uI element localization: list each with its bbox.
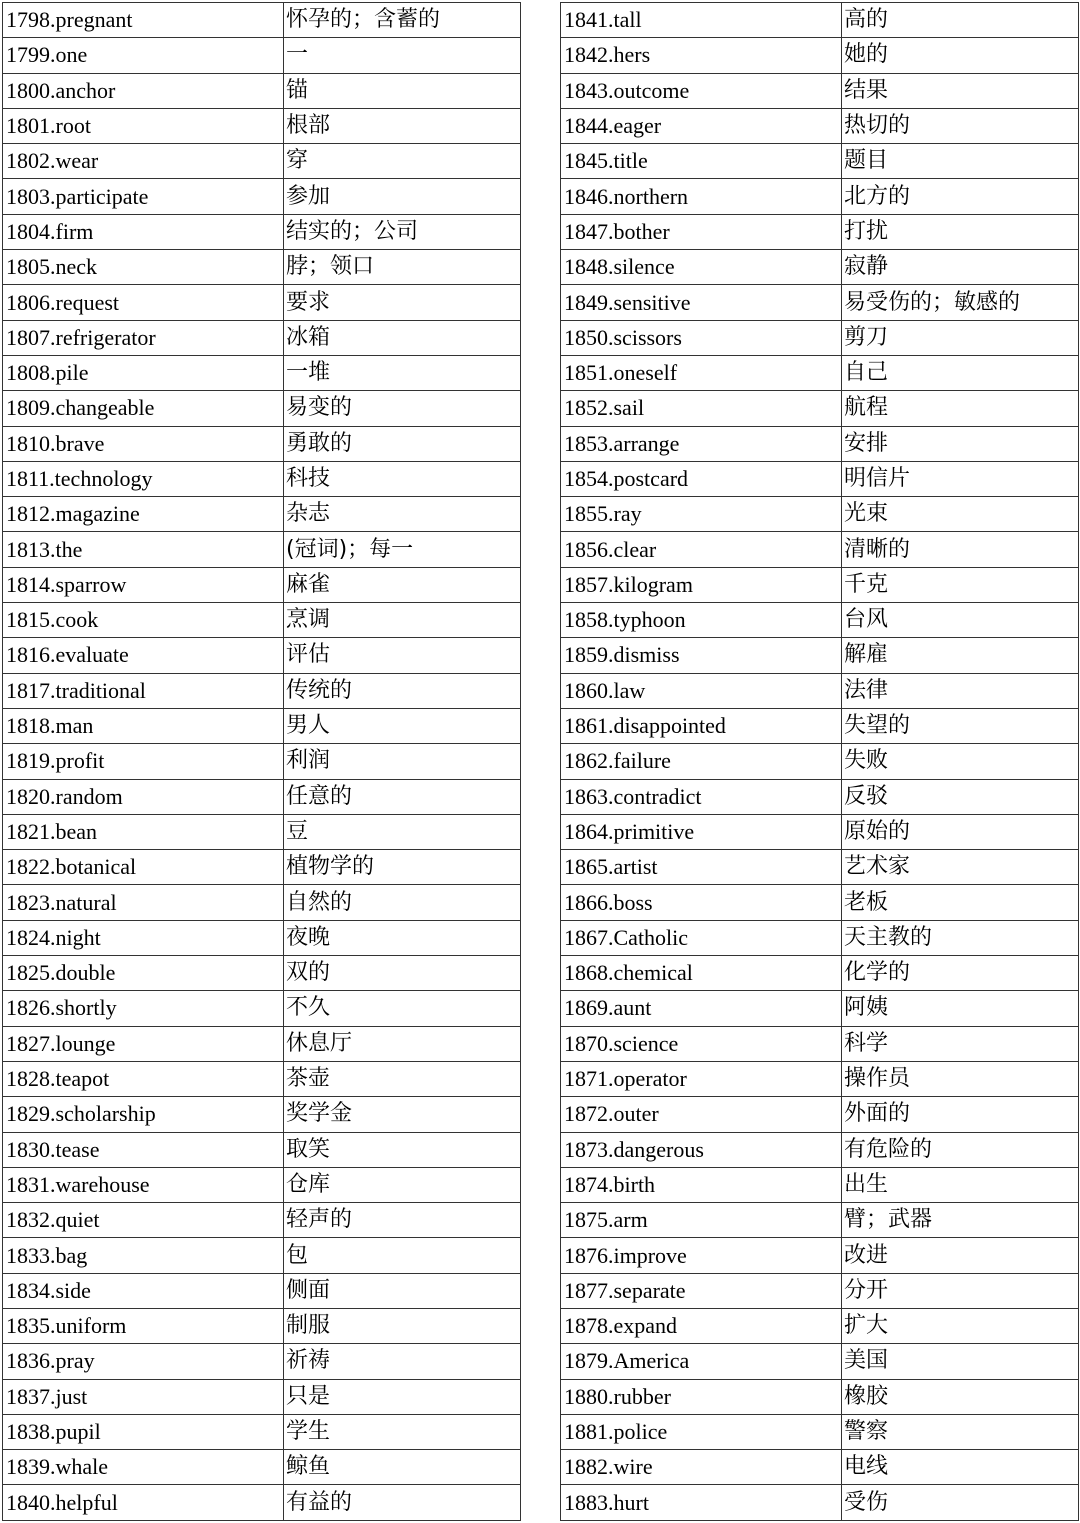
vocab-row: [3, 1344, 521, 1379]
english-word: 1808.pile: [3, 355, 284, 390]
vocab-row: [3, 1414, 521, 1449]
vocab-row: [3, 320, 521, 355]
chinese-meaning: 传统的: [284, 673, 521, 708]
english-word: 1863.contradict: [561, 779, 842, 814]
chinese-meaning: 剪刀: [842, 320, 1079, 355]
chinese-meaning: 结实的；公司: [284, 214, 521, 249]
chinese-meaning: 勇敢的: [284, 426, 521, 461]
english-word: 1873.dangerous: [561, 1132, 842, 1167]
vocab-row: [561, 108, 1079, 143]
english-word: 1860.law: [561, 673, 842, 708]
chinese-meaning: 参加: [284, 179, 521, 214]
chinese-meaning: 易变的: [284, 391, 521, 426]
chinese-meaning: 寂静: [842, 250, 1079, 285]
english-word: 1807.refrigerator: [3, 320, 284, 355]
chinese-meaning: 不久: [284, 991, 521, 1026]
english-word: 1854.postcard: [561, 461, 842, 496]
english-word: 1880.rubber: [561, 1379, 842, 1414]
chinese-meaning: 科学: [842, 1026, 1079, 1061]
vocab-row: [3, 1026, 521, 1061]
vocab-row: [561, 885, 1079, 920]
vocab-row: [3, 779, 521, 814]
vocab-row: [561, 1203, 1079, 1238]
chinese-meaning: 任意的: [284, 779, 521, 814]
chinese-meaning: 根部: [284, 108, 521, 143]
chinese-meaning: 包: [284, 1238, 521, 1273]
vocab-row: [561, 285, 1079, 320]
vocab-row: [3, 73, 521, 108]
vocab-row: [561, 708, 1079, 743]
chinese-meaning: 轻声的: [284, 1203, 521, 1238]
vocab-row: [3, 1308, 521, 1343]
chinese-meaning: 清晰的: [842, 532, 1079, 567]
chinese-meaning: 科技: [284, 461, 521, 496]
english-word: 1813.the: [3, 532, 284, 567]
vocab-row: [3, 1273, 521, 1308]
english-word: 1847.bother: [561, 214, 842, 249]
english-word: 1845.title: [561, 144, 842, 179]
vocab-row: [3, 744, 521, 779]
vocab-row: [3, 1485, 521, 1520]
english-word: 1804.firm: [3, 214, 284, 249]
english-word: 1827.lounge: [3, 1026, 284, 1061]
english-word: 1815.cook: [3, 603, 284, 638]
chinese-meaning: 植物学的: [284, 850, 521, 885]
english-word: 1812.magazine: [3, 497, 284, 532]
vocab-row: [3, 108, 521, 143]
english-word: 1862.failure: [561, 744, 842, 779]
english-word: 1868.chemical: [561, 956, 842, 991]
chinese-meaning: 脖；领口: [284, 250, 521, 285]
english-word: 1829.scholarship: [3, 1097, 284, 1132]
english-word: 1817.traditional: [3, 673, 284, 708]
vocab-row: [561, 673, 1079, 708]
chinese-meaning: 侧面: [284, 1273, 521, 1308]
chinese-meaning: 仓库: [284, 1167, 521, 1202]
english-word: 1825.double: [3, 956, 284, 991]
vocab-row: [561, 1097, 1079, 1132]
chinese-meaning: 自然的: [284, 885, 521, 920]
vocab-row: [3, 3, 521, 38]
english-word: 1821.bean: [3, 814, 284, 849]
english-word: 1830.tease: [3, 1132, 284, 1167]
english-word: 1803.participate: [3, 179, 284, 214]
chinese-meaning: 学生: [284, 1414, 521, 1449]
english-word: 1828.teapot: [3, 1061, 284, 1096]
vocab-row: [3, 285, 521, 320]
english-word: 1877.separate: [561, 1273, 842, 1308]
chinese-meaning: 受伤: [842, 1485, 1079, 1520]
english-word: 1840.helpful: [3, 1485, 284, 1520]
english-word: 1844.eager: [561, 108, 842, 143]
chinese-meaning: 千克: [842, 567, 1079, 602]
vocab-row: [3, 1379, 521, 1414]
chinese-meaning: 有益的: [284, 1485, 521, 1520]
english-word: 1799.one: [3, 38, 284, 73]
vocab-row: [3, 532, 521, 567]
english-word: 1871.operator: [561, 1061, 842, 1096]
vocab-row: [561, 461, 1079, 496]
chinese-meaning: 台风: [842, 603, 1079, 638]
vocab-row: [3, 956, 521, 991]
english-word: 1872.outer: [561, 1097, 842, 1132]
vocab-row: [3, 355, 521, 390]
vocab-row: [3, 1167, 521, 1202]
english-word: 1852.sail: [561, 391, 842, 426]
english-word: 1831.warehouse: [3, 1167, 284, 1202]
english-word: 1843.outcome: [561, 73, 842, 108]
english-word: 1806.request: [3, 285, 284, 320]
vocab-row: [3, 708, 521, 743]
vocab-row: [561, 1061, 1079, 1096]
chinese-meaning: 只是: [284, 1379, 521, 1414]
vocab-row: [3, 991, 521, 1026]
english-word: 1800.anchor: [3, 73, 284, 108]
vocab-row: [3, 426, 521, 461]
vocab-row: [561, 1273, 1079, 1308]
english-word: 1857.kilogram: [561, 567, 842, 602]
vocab-row: [561, 956, 1079, 991]
chinese-meaning: 鲸鱼: [284, 1450, 521, 1485]
english-word: 1822.botanical: [3, 850, 284, 885]
vocab-table-right: [560, 2, 1079, 1521]
vocab-row: [3, 461, 521, 496]
vocab-row: [3, 214, 521, 249]
english-word: 1839.whale: [3, 1450, 284, 1485]
vocab-row: [3, 1238, 521, 1273]
vocab-row: [561, 144, 1079, 179]
english-word: 1882.wire: [561, 1450, 842, 1485]
vocab-row: [3, 179, 521, 214]
vocab-row: [3, 603, 521, 638]
chinese-meaning: 男人: [284, 708, 521, 743]
english-word: 1851.oneself: [561, 355, 842, 390]
chinese-meaning: 法律: [842, 673, 1079, 708]
english-word: 1836.pray: [3, 1344, 284, 1379]
chinese-meaning: 橡胶: [842, 1379, 1079, 1414]
english-word: 1879.America: [561, 1344, 842, 1379]
chinese-meaning: 警察: [842, 1414, 1079, 1449]
chinese-meaning: 明信片: [842, 461, 1079, 496]
english-word: 1820.random: [3, 779, 284, 814]
vocab-row: [3, 920, 521, 955]
english-word: 1809.changeable: [3, 391, 284, 426]
english-word: 1848.silence: [561, 250, 842, 285]
vocab-row: [3, 38, 521, 73]
chinese-meaning: 她的: [842, 38, 1079, 73]
vocab-row: [3, 250, 521, 285]
vocab-row: [561, 73, 1079, 108]
chinese-meaning: 自己: [842, 355, 1079, 390]
english-word: 1798.pregnant: [3, 3, 284, 38]
chinese-meaning: 解雇: [842, 638, 1079, 673]
vocab-row: [3, 1097, 521, 1132]
vocab-row: [561, 567, 1079, 602]
vocab-row: [561, 779, 1079, 814]
chinese-meaning: 原始的: [842, 814, 1079, 849]
english-word: 1878.expand: [561, 1308, 842, 1343]
english-word: 1811.technology: [3, 461, 284, 496]
chinese-meaning: 制服: [284, 1308, 521, 1343]
english-word: 1832.quiet: [3, 1203, 284, 1238]
vocab-row: [561, 391, 1079, 426]
vocab-row: [561, 1485, 1079, 1520]
english-word: 1865.artist: [561, 850, 842, 885]
chinese-meaning: 外面的: [842, 1097, 1079, 1132]
english-word: 1864.primitive: [561, 814, 842, 849]
chinese-meaning: 阿姨: [842, 991, 1079, 1026]
english-word: 1826.shortly: [3, 991, 284, 1026]
english-word: 1814.sparrow: [3, 567, 284, 602]
english-word: 1833.bag: [3, 1238, 284, 1273]
english-word: 1810.brave: [3, 426, 284, 461]
vocab-row: [561, 355, 1079, 390]
english-word: 1875.arm: [561, 1203, 842, 1238]
vocab-row: [561, 426, 1079, 461]
vocab-row: [561, 179, 1079, 214]
chinese-meaning: 取笑: [284, 1132, 521, 1167]
vocab-table-left: [2, 2, 521, 1521]
vocab-row: [561, 1167, 1079, 1202]
english-word: 1819.profit: [3, 744, 284, 779]
chinese-meaning: 杂志: [284, 497, 521, 532]
english-word: 1801.root: [3, 108, 284, 143]
english-word: 1818.man: [3, 708, 284, 743]
vocab-row: [3, 814, 521, 849]
chinese-meaning: 易受伤的；敏感的: [842, 285, 1079, 320]
chinese-meaning: 光束: [842, 497, 1079, 532]
vocab-row: [561, 603, 1079, 638]
vocab-row: [3, 1132, 521, 1167]
english-word: 1834.side: [3, 1273, 284, 1308]
chinese-meaning: 扩大: [842, 1308, 1079, 1343]
chinese-meaning: 天主教的: [842, 920, 1079, 955]
english-word: 1866.boss: [561, 885, 842, 920]
english-word: 1874.birth: [561, 1167, 842, 1202]
english-word: 1835.uniform: [3, 1308, 284, 1343]
vocab-row: [3, 391, 521, 426]
chinese-meaning: 有危险的: [842, 1132, 1079, 1167]
vocabulary-page: [2, 2, 1078, 1521]
vocab-row: [561, 1308, 1079, 1343]
chinese-meaning: 反驳: [842, 779, 1079, 814]
vocab-row: [3, 638, 521, 673]
chinese-meaning: 打扰: [842, 214, 1079, 249]
chinese-meaning: 祈祷: [284, 1344, 521, 1379]
english-word: 1869.aunt: [561, 991, 842, 1026]
chinese-meaning: 冰箱: [284, 320, 521, 355]
vocab-row: [561, 1344, 1079, 1379]
chinese-meaning: 评估: [284, 638, 521, 673]
english-word: 1855.ray: [561, 497, 842, 532]
vocab-row: [3, 1450, 521, 1485]
chinese-meaning: 茶壶: [284, 1061, 521, 1096]
english-word: 1850.scissors: [561, 320, 842, 355]
english-word: 1837.just: [3, 1379, 284, 1414]
chinese-meaning: 失望的: [842, 708, 1079, 743]
vocab-row: [561, 1379, 1079, 1414]
chinese-meaning: 安排: [842, 426, 1079, 461]
vocab-row: [561, 320, 1079, 355]
chinese-meaning: 老板: [842, 885, 1079, 920]
english-word: 1841.tall: [561, 3, 842, 38]
vocab-row: [561, 3, 1079, 38]
chinese-meaning: 利润: [284, 744, 521, 779]
vocab-row: [3, 497, 521, 532]
chinese-meaning: 锚: [284, 73, 521, 108]
chinese-meaning: 穿: [284, 144, 521, 179]
english-word: 1861.disappointed: [561, 708, 842, 743]
vocab-row: [561, 814, 1079, 849]
english-word: 1816.evaluate: [3, 638, 284, 673]
chinese-meaning: 美国: [842, 1344, 1079, 1379]
english-word: 1846.northern: [561, 179, 842, 214]
vocab-row: [3, 1203, 521, 1238]
chinese-meaning: 失败: [842, 744, 1079, 779]
english-word: 1856.clear: [561, 532, 842, 567]
vocab-row: [3, 850, 521, 885]
vocab-row: [3, 144, 521, 179]
chinese-meaning: 怀孕的；含蓄的: [284, 3, 521, 38]
chinese-meaning: 要求: [284, 285, 521, 320]
vocab-row: [3, 1061, 521, 1096]
vocab-table-left-body: [3, 3, 521, 1521]
vocab-row: [561, 214, 1079, 249]
chinese-meaning: (冠词)；每一: [284, 532, 521, 567]
vocab-row: [3, 673, 521, 708]
vocab-row: [561, 38, 1079, 73]
chinese-meaning: 出生: [842, 1167, 1079, 1202]
chinese-meaning: 臂；武器: [842, 1203, 1079, 1238]
vocab-row: [561, 1026, 1079, 1061]
english-word: 1802.wear: [3, 144, 284, 179]
chinese-meaning: 题目: [842, 144, 1079, 179]
chinese-meaning: 休息厅: [284, 1026, 521, 1061]
vocab-table-right-body: [561, 3, 1079, 1521]
english-word: 1859.dismiss: [561, 638, 842, 673]
vocab-row: [561, 991, 1079, 1026]
english-word: 1870.science: [561, 1026, 842, 1061]
chinese-meaning: 操作员: [842, 1061, 1079, 1096]
chinese-meaning: 分开: [842, 1273, 1079, 1308]
chinese-meaning: 艺术家: [842, 850, 1079, 885]
english-word: 1823.natural: [3, 885, 284, 920]
vocab-row: [561, 850, 1079, 885]
english-word: 1838.pupil: [3, 1414, 284, 1449]
english-word: 1883.hurt: [561, 1485, 842, 1520]
chinese-meaning: 结果: [842, 73, 1079, 108]
chinese-meaning: 奖学金: [284, 1097, 521, 1132]
vocab-row: [561, 1450, 1079, 1485]
chinese-meaning: 航程: [842, 391, 1079, 426]
vocab-row: [561, 1238, 1079, 1273]
chinese-meaning: 双的: [284, 956, 521, 991]
chinese-meaning: 热切的: [842, 108, 1079, 143]
vocab-row: [561, 497, 1079, 532]
chinese-meaning: 电线: [842, 1450, 1079, 1485]
vocab-row: [561, 744, 1079, 779]
chinese-meaning: 高的: [842, 3, 1079, 38]
english-word: 1867.Catholic: [561, 920, 842, 955]
chinese-meaning: 一: [284, 38, 521, 73]
vocab-row: [561, 1132, 1079, 1167]
chinese-meaning: 烹调: [284, 603, 521, 638]
vocab-row: [561, 920, 1079, 955]
chinese-meaning: 改进: [842, 1238, 1079, 1273]
chinese-meaning: 豆: [284, 814, 521, 849]
english-word: 1858.typhoon: [561, 603, 842, 638]
english-word: 1824.night: [3, 920, 284, 955]
english-word: 1881.police: [561, 1414, 842, 1449]
chinese-meaning: 麻雀: [284, 567, 521, 602]
chinese-meaning: 化学的: [842, 956, 1079, 991]
vocab-row: [561, 638, 1079, 673]
vocab-row: [561, 1414, 1079, 1449]
vocab-row: [3, 885, 521, 920]
english-word: 1853.arrange: [561, 426, 842, 461]
vocab-row: [561, 532, 1079, 567]
chinese-meaning: 夜晚: [284, 920, 521, 955]
english-word: 1842.hers: [561, 38, 842, 73]
english-word: 1805.neck: [3, 250, 284, 285]
english-word: 1876.improve: [561, 1238, 842, 1273]
vocab-row: [3, 567, 521, 602]
chinese-meaning: 北方的: [842, 179, 1079, 214]
chinese-meaning: 一堆: [284, 355, 521, 390]
english-word: 1849.sensitive: [561, 285, 842, 320]
vocab-row: [561, 250, 1079, 285]
